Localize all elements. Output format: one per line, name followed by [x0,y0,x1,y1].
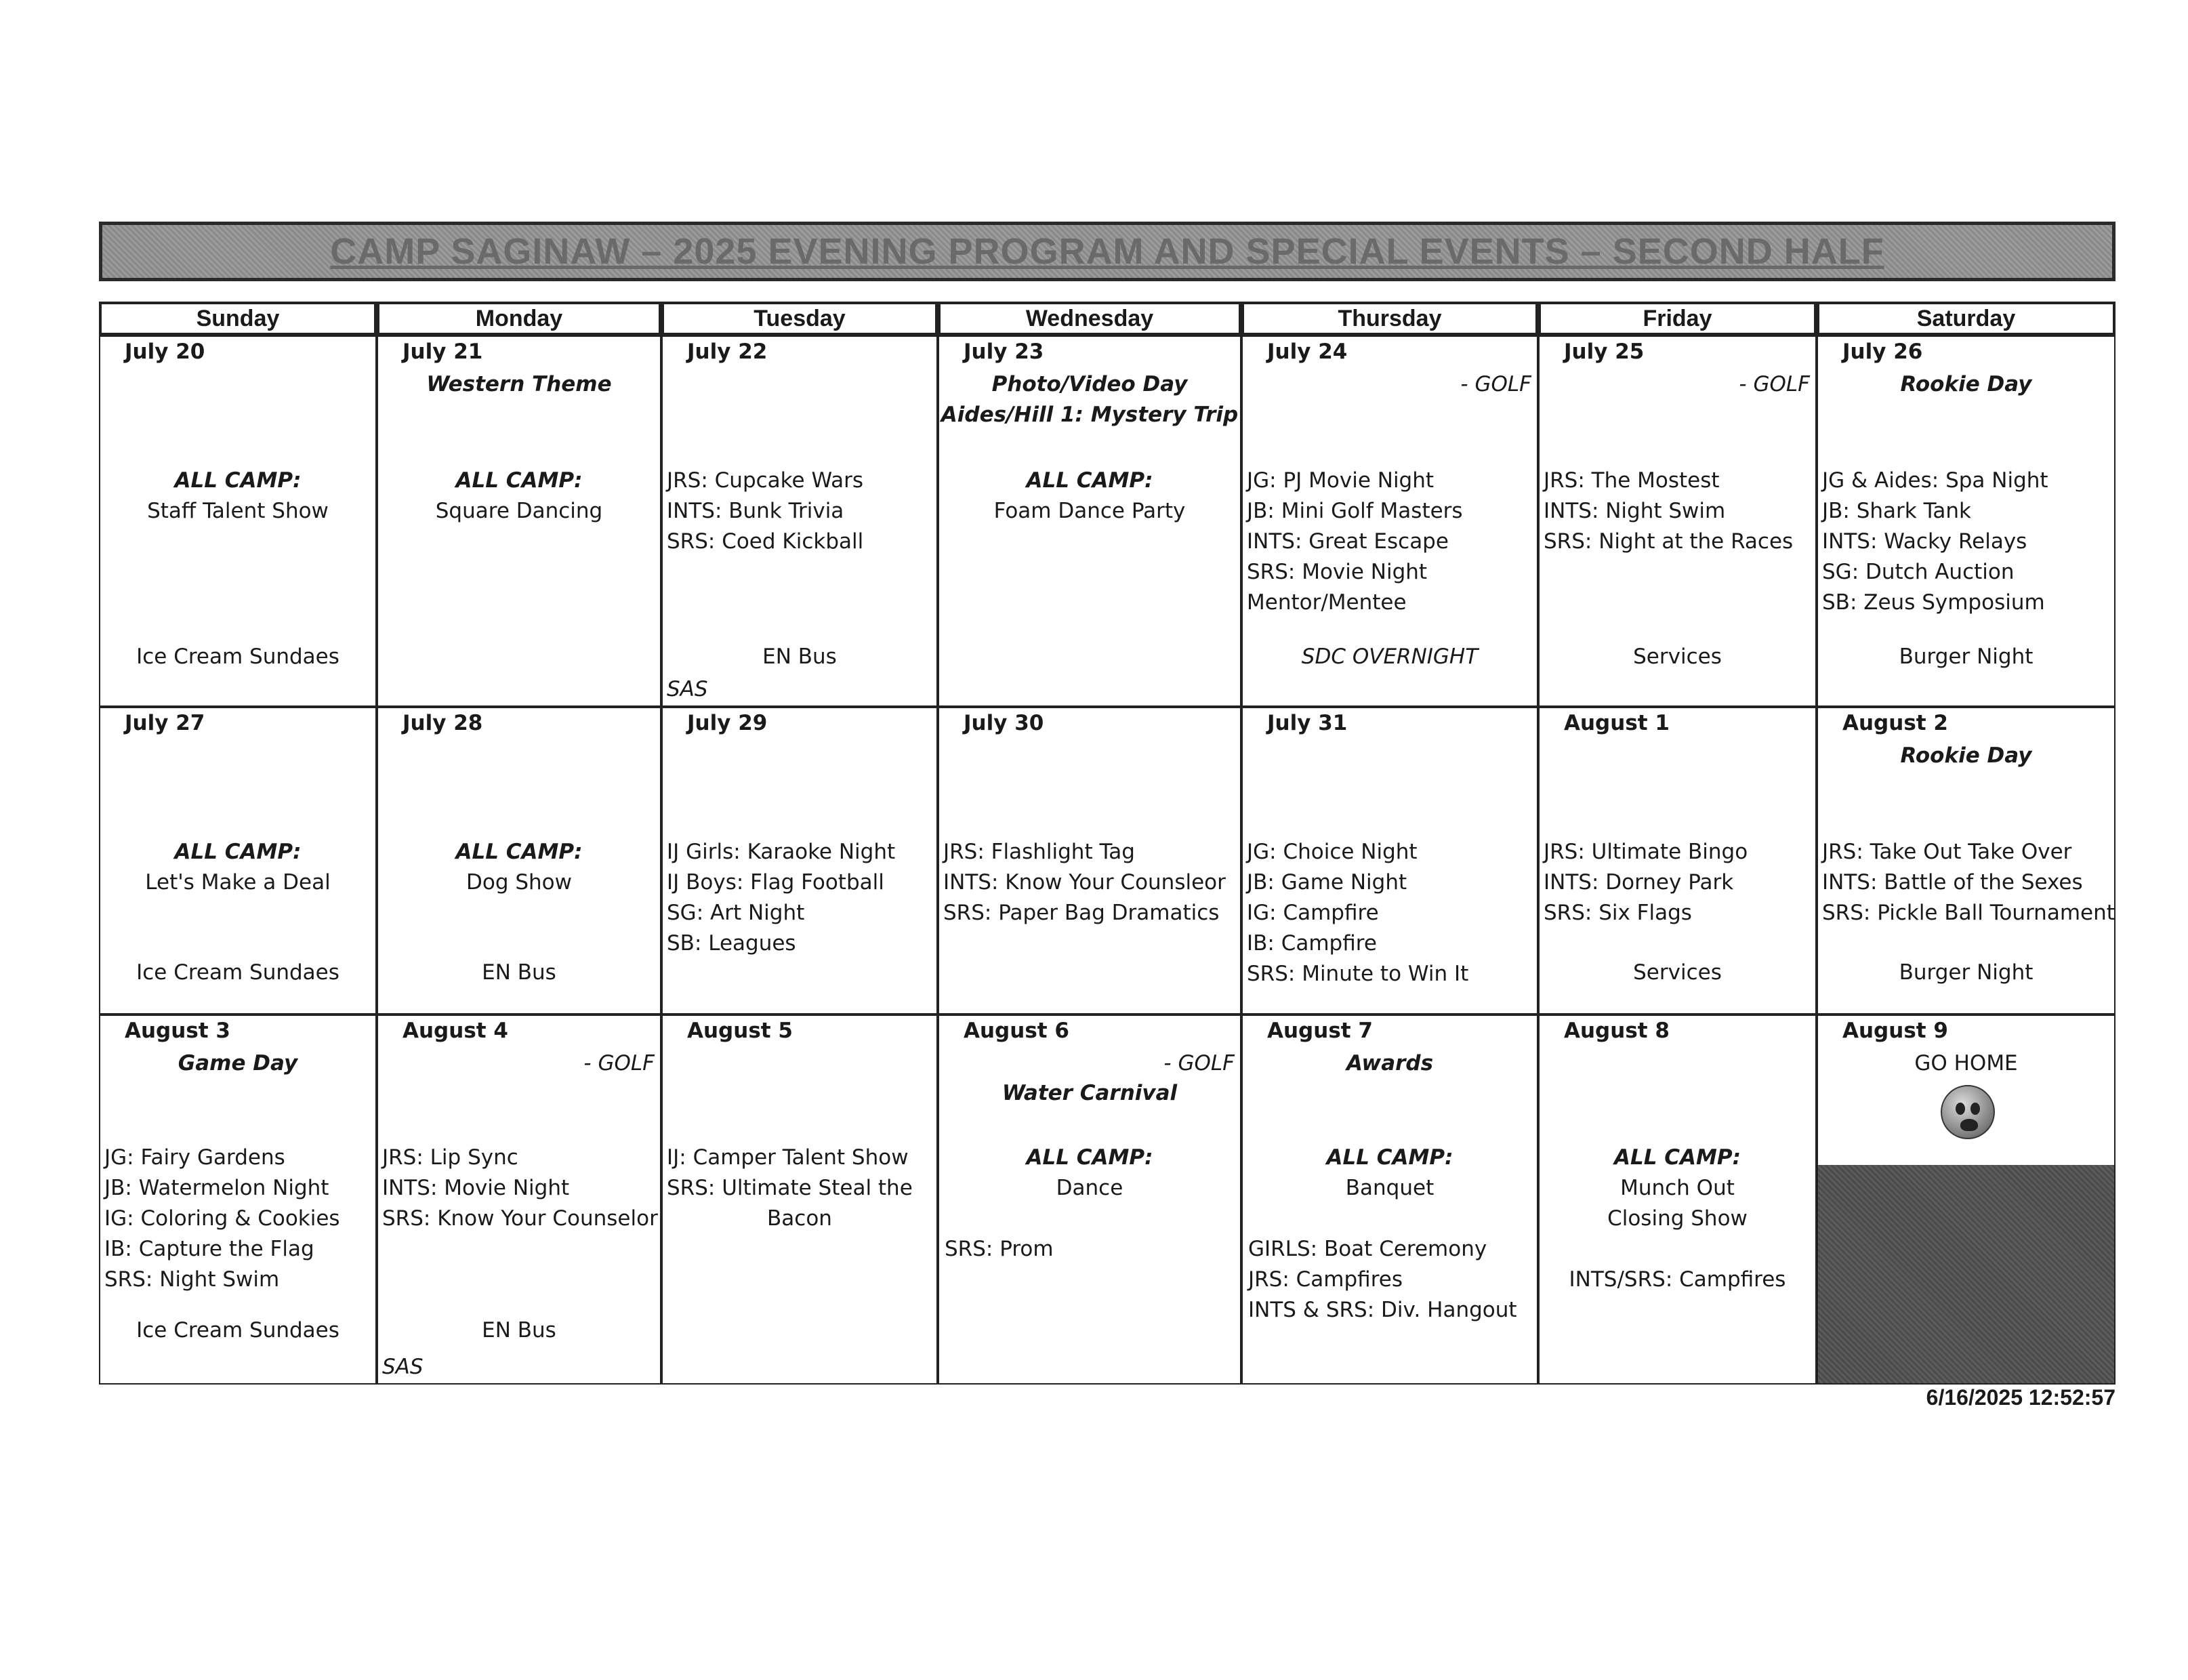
day-date: July 22 [687,340,768,364]
all-camp-label: ALL CAMP: [1026,1145,1153,1170]
day-date: July 26 [1842,340,1923,364]
event-line: Bacon [767,1206,832,1231]
event-line: SRS: Pickle Ball Tournament [1822,901,2115,925]
event-line: Banquet [1345,1176,1434,1200]
evening-special: Ice Cream Sundaes [136,960,339,985]
event-line: SRS: Ultimate Steal the [667,1176,913,1200]
event-line: INTS: Bunk Trivia [667,499,844,523]
day-cell [377,335,661,707]
event-line: SRS: Minute to Win It [1247,962,1469,986]
golf-note: - GOLF [1460,372,1531,396]
day-date: July 25 [1564,340,1645,364]
event-line: IB: Campfire [1247,931,1377,956]
day-cell [377,1015,661,1385]
evening-special: EN Bus [762,644,837,669]
day-header-thursday: Thursday [1241,302,1538,335]
day-cell [1241,1015,1538,1385]
event-line: JB: Game Night [1247,870,1407,895]
print-timestamp: 6/16/2025 12:52:57 [1926,1385,2115,1410]
event-line: IJ: Camper Talent Show [667,1145,909,1170]
day-theme: Western Theme [426,372,612,396]
event-line: JRS: Take Out Take Over [1822,840,2072,864]
event-line: IG: Campfire [1247,901,1379,925]
event-line: INTS: Great Escape [1247,529,1449,554]
event-line: JRS: Lip Sync [382,1145,518,1170]
all-camp-label: ALL CAMP: [1326,1145,1453,1170]
day-cell [1538,1015,1817,1385]
evening-special: EN Bus [482,960,556,985]
day-date: August 4 [402,1019,508,1043]
event-line: Dance [1056,1176,1123,1200]
event-line: INTS/SRS: Campfires [1569,1267,1786,1292]
event-line: IJ Girls: Karaoke Night [667,840,896,864]
day-cell [1817,335,2115,707]
golf-note: - GOLF [1163,1051,1235,1075]
day-header-wednesday: Wednesday [938,302,1241,335]
day-cell [99,335,377,707]
all-camp-label: ALL CAMP: [174,468,302,493]
day-cell [938,335,1241,707]
event-line: JRS: Cupcake Wars [667,468,864,493]
day-date: August 6 [964,1019,1069,1043]
shaded-area [1818,1165,2114,1383]
day-date: August 9 [1842,1019,1948,1043]
event-line: JG & Aides: Spa Night [1822,468,2048,493]
day-date: July 24 [1267,340,1348,364]
day-cell [99,1015,377,1385]
schedule-title: CAMP SAGINAW – 2025 EVENING PROGRAM AND SPECIAL EVENTS – SECOND HALF [330,231,1884,272]
event-line: INTS: Dorney Park [1544,870,1734,895]
event-line: JB: Shark Tank [1822,499,1971,523]
event-line: SRS: Coed Kickball [667,529,864,554]
event-line: IG: Coloring & Cookies [104,1206,340,1231]
event-line: JB: Watermelon Night [104,1176,329,1200]
cell-note: SAS [667,677,708,701]
event-line: JRS: Campfires [1248,1267,1403,1292]
day-header-tuesday: Tuesday [661,302,938,335]
all-camp-label: ALL CAMP: [1614,1145,1741,1170]
event-line: SRS: Movie Night [1247,560,1428,584]
day-theme: Rookie Day [1900,372,2032,396]
event-line: SRS: Night Swim [104,1267,280,1292]
event-line: SRS: Know Your Counselor [382,1206,658,1231]
all-camp-label: ALL CAMP: [1026,468,1153,493]
day-cell [377,707,661,1015]
day-date: July 29 [687,711,768,735]
day-cell [661,707,938,1015]
day-date: August 5 [687,1019,793,1043]
evening-special: Services [1633,644,1722,669]
day-cell [938,1015,1241,1385]
day-date: August 7 [1267,1019,1373,1043]
event-line: Dog Show [466,870,572,895]
golf-note: - GOLF [583,1051,655,1075]
day-cell [661,1015,938,1385]
event-line: JG: Fairy Gardens [104,1145,285,1170]
day-cell [1241,707,1538,1015]
weekday-header-row [99,302,2115,335]
event-line: INTS: Know Your Counsleor [943,870,1226,895]
event-line: SB: Zeus Symposium [1822,590,2045,615]
event-line: SRS: Prom [945,1237,1054,1261]
calendar-grid [99,335,2115,1385]
day-theme: Game Day [178,1051,298,1075]
event-line: INTS: Wacky Relays [1822,529,2027,554]
evening-special: Ice Cream Sundaes [136,644,339,669]
day-date: July 23 [964,340,1044,364]
schedule-title-bar [99,222,2115,281]
event-line: JG: PJ Movie Night [1247,468,1434,493]
event-line: Staff Talent Show [147,499,329,523]
day-date: August 3 [125,1019,230,1043]
day-cell [99,707,377,1015]
day-theme: Water Carnival [1002,1081,1178,1105]
day-cell [1538,335,1817,707]
day-theme: Photo/Video Day [991,372,1188,396]
day-date: July 20 [125,340,205,364]
day-theme: Aides/Hill 1: Mystery Trip [941,403,1239,427]
all-camp-label: ALL CAMP: [174,840,302,864]
crying-face-icon [1941,1085,1995,1139]
day-header-sunday: Sunday [99,302,377,335]
event-line: INTS: Movie Night [382,1176,570,1200]
day-date: July 21 [402,340,483,364]
day-header-friday: Friday [1538,302,1817,335]
evening-special: Burger Night [1899,644,2034,669]
day-theme: GO HOME [1914,1051,2018,1075]
event-line: SRS: Six Flags [1544,901,1692,925]
event-line: Closing Show [1607,1206,1748,1231]
event-line: Foam Dance Party [993,499,1186,523]
event-line: JG: Choice Night [1247,840,1418,864]
day-cell [1538,707,1817,1015]
day-theme: Awards [1346,1051,1434,1075]
event-line: SB: Leagues [667,931,796,956]
event-line: JRS: Ultimate Bingo [1544,840,1748,864]
event-line: Let's Make a Deal [145,870,331,895]
day-date: July 30 [964,711,1044,735]
event-line: INTS: Battle of the Sexes [1822,870,2083,895]
evening-special: Ice Cream Sundaes [136,1318,339,1343]
day-date: August 8 [1564,1019,1670,1043]
event-line: INTS & SRS: Div. Hangout [1248,1298,1517,1322]
cell-note: SAS [382,1355,424,1379]
day-cell [661,335,938,707]
day-theme: Rookie Day [1900,743,2032,768]
event-line: SG: Art Night [667,901,805,925]
all-camp-label: ALL CAMP: [455,840,583,864]
event-line: SG: Dutch Auction [1822,560,2015,584]
day-header-monday: Monday [377,302,661,335]
day-date: July 28 [402,711,483,735]
all-camp-label: ALL CAMP: [455,468,583,493]
day-cell [1817,707,2115,1015]
day-header-saturday: Saturday [1817,302,2115,335]
day-cell [938,707,1241,1015]
day-date: August 1 [1564,711,1670,735]
evening-special: EN Bus [482,1318,556,1343]
event-line: IJ Boys: Flag Football [667,870,884,895]
day-date: August 2 [1842,711,1948,735]
day-cell [1241,335,1538,707]
event-line: JRS: The Mostest [1544,468,1720,493]
golf-note: - GOLF [1739,372,1810,396]
event-line: JB: Mini Golf Masters [1247,499,1463,523]
event-line: Square Dancing [435,499,603,523]
event-line: SRS: Paper Bag Dramatics [943,901,1220,925]
day-date: July 27 [125,711,205,735]
day-date: July 31 [1267,711,1348,735]
evening-special: SDC OVERNIGHT [1301,644,1479,669]
event-line: INTS: Night Swim [1544,499,1726,523]
event-line: Mentor/Mentee [1247,590,1407,615]
day-cell [1817,1015,2115,1385]
event-line: IB: Capture the Flag [104,1237,314,1261]
event-line: JRS: Flashlight Tag [943,840,1135,864]
evening-special: Burger Night [1899,960,2034,985]
event-line: Munch Out [1620,1176,1735,1200]
event-line: SRS: Night at the Races [1544,529,1794,554]
evening-special: Services [1633,960,1722,985]
event-line: GIRLS: Boat Ceremony [1248,1237,1487,1261]
